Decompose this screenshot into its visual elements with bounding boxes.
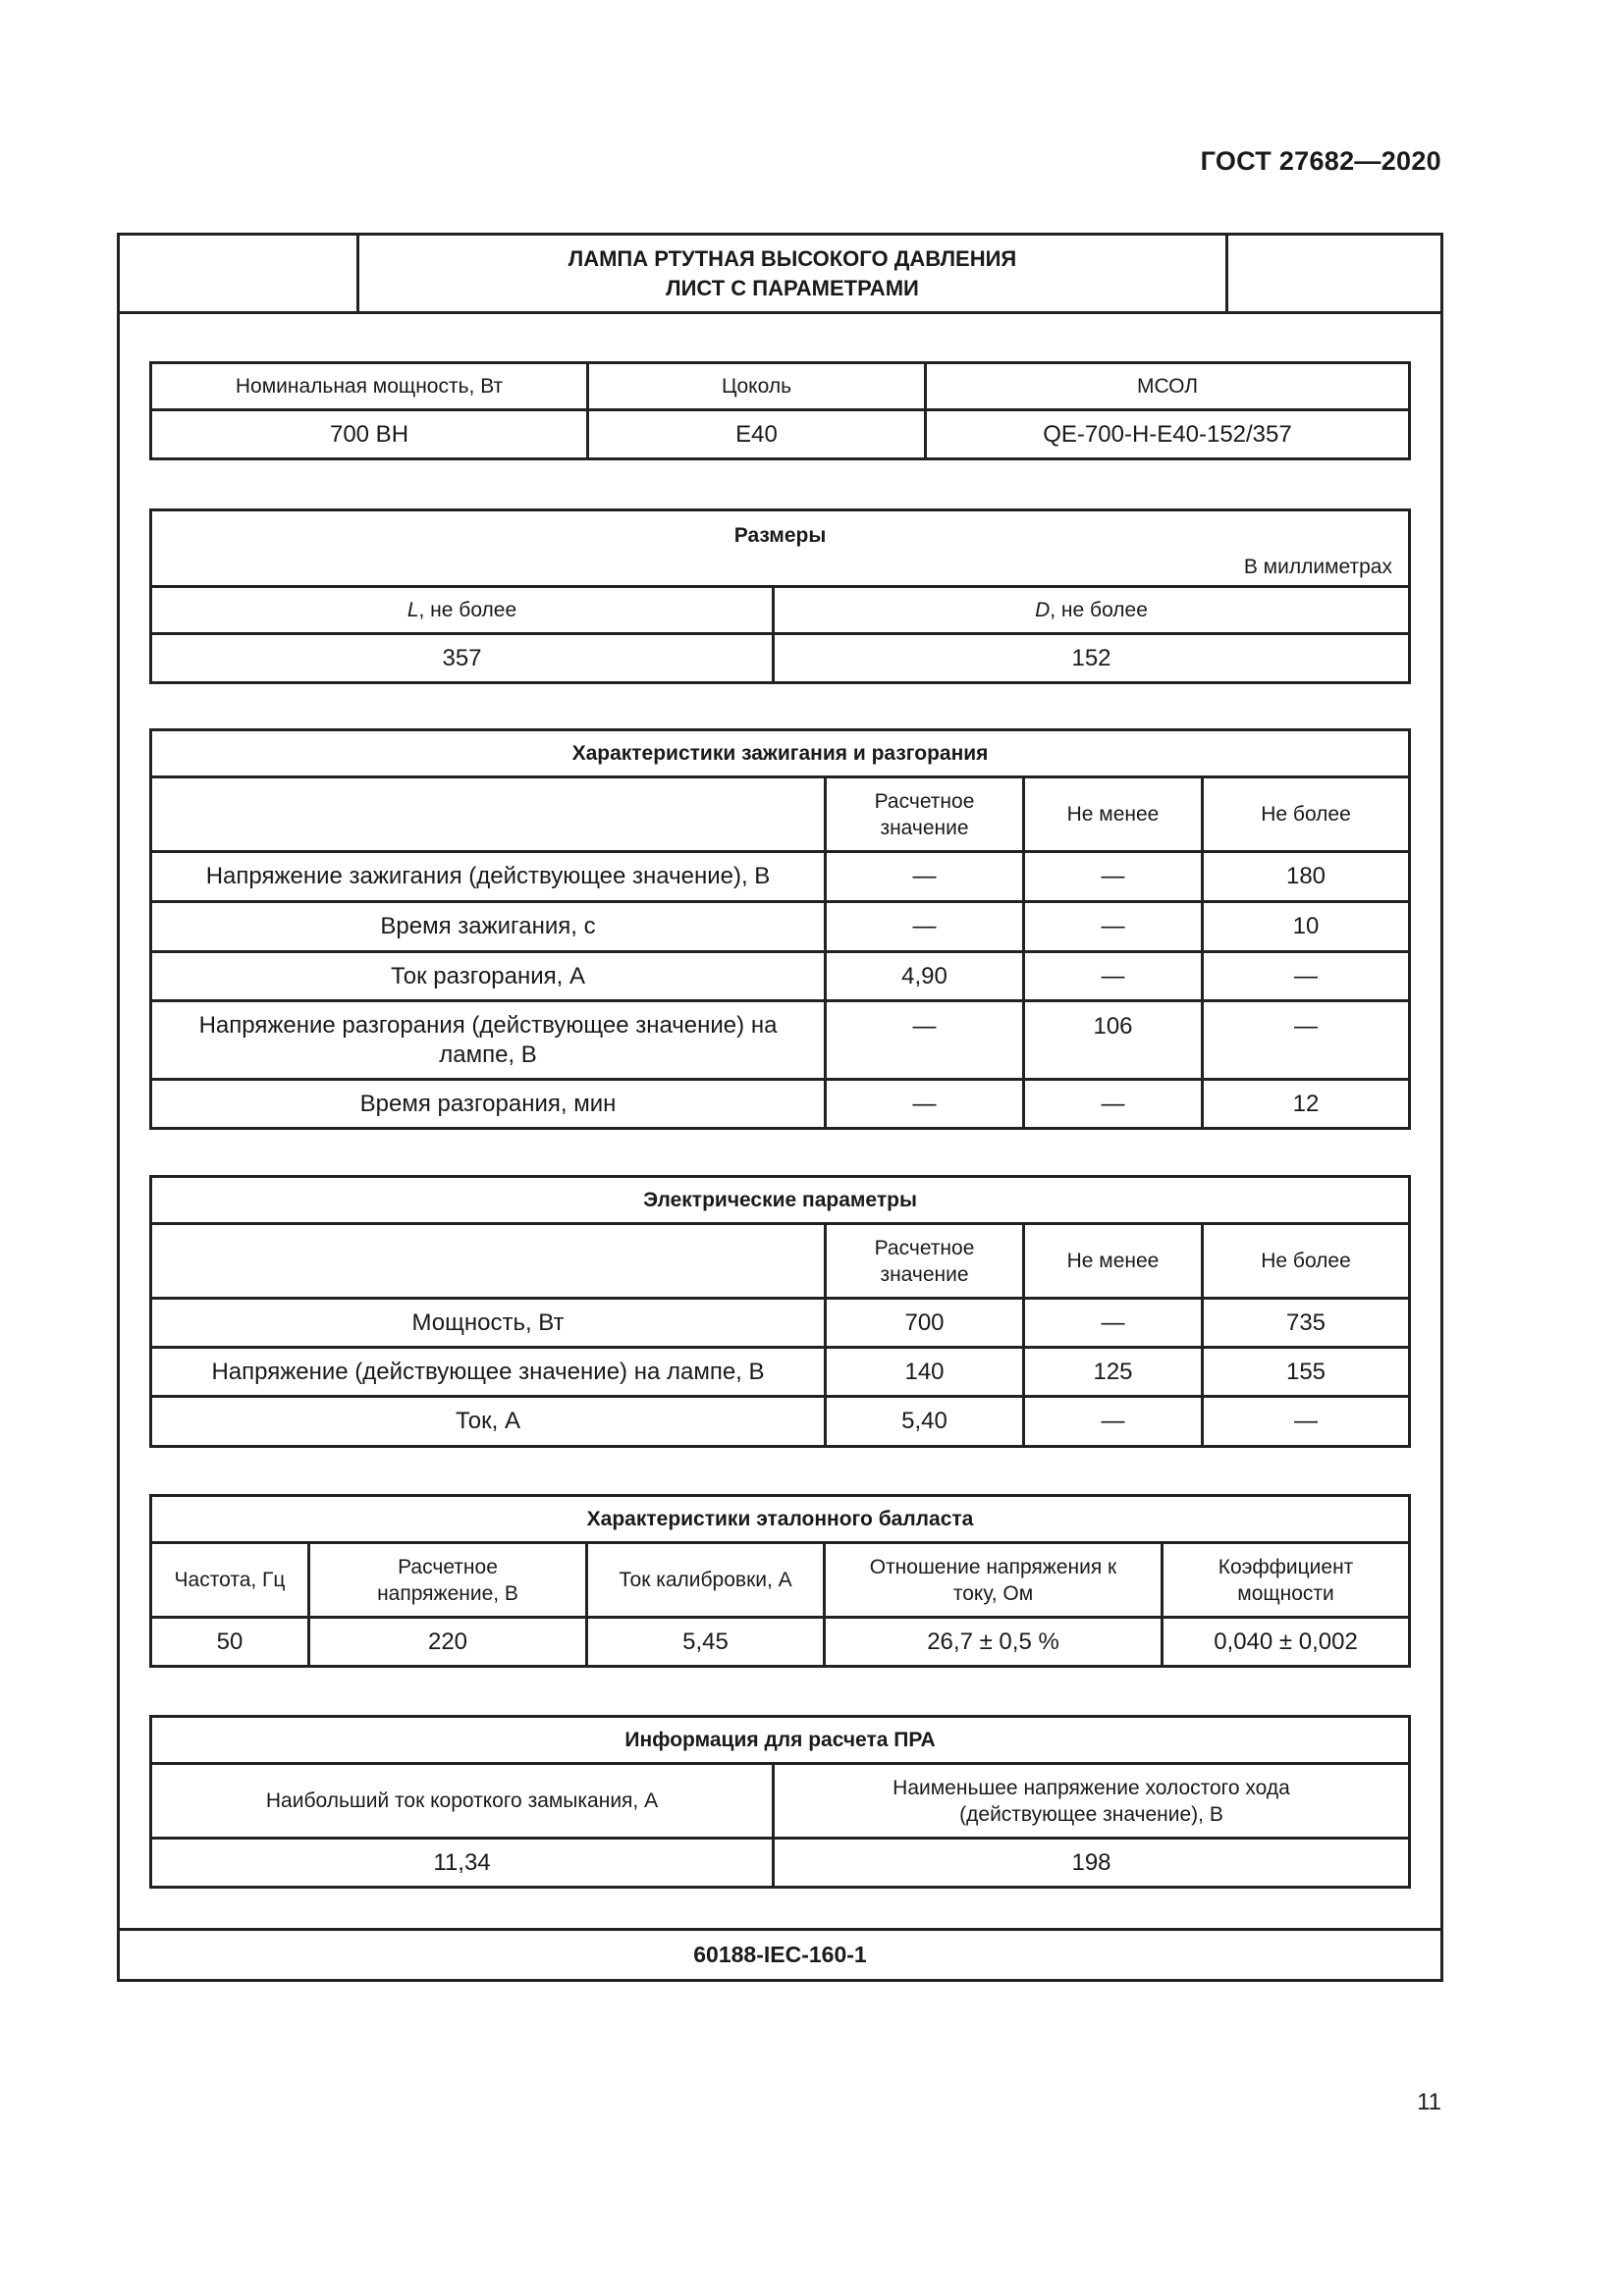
- row-value-max: —: [1203, 1001, 1410, 1080]
- row-value-rated: 4,90: [826, 952, 1024, 1001]
- row-value-rated: —: [826, 1080, 1024, 1129]
- row-label: Мощность, Вт: [151, 1299, 826, 1348]
- dimensions-table: [149, 508, 1411, 684]
- row-value-max: 12: [1203, 1080, 1410, 1129]
- row-value-rated: 5,40: [826, 1397, 1024, 1447]
- table-header-row: [151, 1764, 1410, 1839]
- sheet-title: [356, 236, 1228, 311]
- row-value-max: 155: [1203, 1348, 1410, 1397]
- value-voltage-current-ratio: 26,7 ± 0,5 %: [825, 1618, 1163, 1667]
- electrical-table: [149, 1175, 1411, 1448]
- table-row: [151, 1397, 1410, 1447]
- row-label: Напряжение разгорания (действующее значение) на лампе, В: [151, 1001, 826, 1080]
- value-calibration-current: 5,45: [587, 1618, 825, 1667]
- table-header-row: [151, 1543, 1410, 1618]
- table-row: [151, 1839, 1410, 1888]
- row-value-max: 735: [1203, 1299, 1410, 1348]
- value-cap: E40: [588, 410, 926, 459]
- value-diameter: 152: [774, 634, 1410, 683]
- table-header-row: [151, 777, 1410, 852]
- table-row: [151, 952, 1410, 1001]
- header-cap: Цоколь: [588, 363, 926, 410]
- header-length: L, не более: [151, 587, 774, 634]
- table-title-row: [151, 730, 1410, 777]
- row-value-rated: —: [826, 1001, 1024, 1080]
- header-empty-cell: [151, 1224, 826, 1299]
- row-label: Напряжение (действующее значение) на лампе, В: [151, 1348, 826, 1397]
- header-voltage-current-ratio: Отношение напряжения к току, Ом: [825, 1543, 1163, 1618]
- row-label: Время разгорания, мин: [151, 1080, 826, 1129]
- row-value-min: —: [1024, 1397, 1203, 1447]
- table-row: [151, 1001, 1410, 1080]
- row-value-max: 180: [1203, 852, 1410, 902]
- dimensions-unit: В миллиметрах: [1243, 556, 1392, 578]
- row-label: Напряжение зажигания (действующее значение), В: [151, 852, 826, 902]
- table-row: [151, 1299, 1410, 1348]
- ballast-design-table: [149, 1715, 1411, 1889]
- row-value-min: 106: [1024, 1001, 1203, 1080]
- length-symbol: L: [406, 599, 419, 621]
- row-value-min: —: [1024, 952, 1203, 1001]
- value-rated-voltage: 220: [309, 1618, 587, 1667]
- sheet-header-row: [120, 236, 1440, 314]
- value-power-factor: 0,040 ± 0,002: [1163, 1618, 1410, 1667]
- header-max: Не более: [1203, 777, 1410, 852]
- ignition-title: Характеристики зажигания и разгорания: [151, 730, 1410, 777]
- table-header-row: [151, 587, 1410, 634]
- header-max: Не более: [1203, 1224, 1410, 1299]
- value-length: 357: [151, 634, 774, 683]
- header-power-factor: Коэффициент мощности: [1163, 1543, 1410, 1618]
- table-title-row: [151, 1717, 1410, 1764]
- dimensions-title-cell: [151, 510, 1410, 587]
- value-nominal-power: 700 ВН: [151, 410, 588, 459]
- value-short-circuit-current: 11,34: [151, 1839, 774, 1888]
- row-value-rated: 700: [826, 1299, 1024, 1348]
- table-title-row: [151, 1177, 1410, 1224]
- row-value-min: —: [1024, 902, 1203, 952]
- row-value-max: 10: [1203, 902, 1410, 952]
- row-value-rated: —: [826, 902, 1024, 952]
- identification-table: [149, 361, 1411, 460]
- header-open-circuit-voltage: Наименьшее напряжение холостого хода (действующее значение), В: [774, 1764, 1410, 1839]
- row-value-rated: 140: [826, 1348, 1024, 1397]
- header-min: Не менее: [1024, 1224, 1203, 1299]
- table-row: [151, 902, 1410, 952]
- ballast-table: [149, 1494, 1411, 1668]
- table-row: [151, 852, 1410, 902]
- row-label: Время зажигания, с: [151, 902, 826, 952]
- row-value-rated: —: [826, 852, 1024, 902]
- sheet-footer-code: 60188-IEC-160-1: [120, 1928, 1440, 1979]
- value-msol: QE-700-H-E40-152/357: [926, 410, 1410, 459]
- row-value-max: —: [1203, 952, 1410, 1001]
- sheet-title-line1: ЛАМПА РТУТНАЯ ВЫСОКОГО ДАВЛЕНИЯ: [568, 245, 1017, 271]
- sheet-title-line2: ЛИСТ С ПАРАМЕТРАМИ: [666, 275, 919, 300]
- table-row: [151, 1080, 1410, 1129]
- header-rated-voltage: Расчетное напряжение, В: [309, 1543, 587, 1618]
- ignition-table: [149, 728, 1411, 1130]
- row-value-max: —: [1203, 1397, 1410, 1447]
- table-title-row: [151, 1496, 1410, 1543]
- row-value-min: —: [1024, 1299, 1203, 1348]
- row-value-min: 125: [1024, 1348, 1203, 1397]
- row-label: Ток разгорания, А: [151, 952, 826, 1001]
- electrical-title: Электрические параметры: [151, 1177, 1410, 1224]
- header-rated-value: Расчетное значение: [826, 1224, 1024, 1299]
- header-short-circuit-current: Наибольший ток короткого замыкания, А: [151, 1764, 774, 1839]
- table-header-row: [151, 1224, 1410, 1299]
- diameter-symbol: D: [1035, 599, 1051, 621]
- table-row: [151, 1618, 1410, 1667]
- header-calibration-current: Ток калибровки, А: [587, 1543, 825, 1618]
- value-open-circuit-voltage: 198: [774, 1839, 1410, 1888]
- dimensions-title: Размеры: [733, 524, 827, 547]
- header-rated-value: Расчетное значение: [826, 777, 1024, 852]
- value-frequency: 50: [151, 1618, 309, 1667]
- table-header-row: [151, 363, 1410, 410]
- document-code: ГОСТ 27682—2020: [1200, 146, 1441, 176]
- page-number: 11: [1417, 2089, 1441, 2115]
- ballast-design-title: Информация для расчета ПРА: [151, 1717, 1410, 1764]
- header-frequency: Частота, Гц: [151, 1543, 309, 1618]
- table-row: [151, 634, 1410, 683]
- header-nominal-power: Номинальная мощность, Вт: [151, 363, 588, 410]
- table-row: [151, 1348, 1410, 1397]
- header-diameter: D, не более: [774, 587, 1410, 634]
- ballast-title: Характеристики эталонного балласта: [151, 1496, 1410, 1543]
- table-title-row: [151, 510, 1410, 587]
- header-msol: МСОЛ: [926, 363, 1410, 410]
- header-empty-cell: [151, 777, 826, 852]
- header-min: Не менее: [1024, 777, 1203, 852]
- table-row: [151, 410, 1410, 459]
- row-value-min: —: [1024, 1080, 1203, 1129]
- row-label: Ток, А: [151, 1397, 826, 1447]
- row-value-min: —: [1024, 852, 1203, 902]
